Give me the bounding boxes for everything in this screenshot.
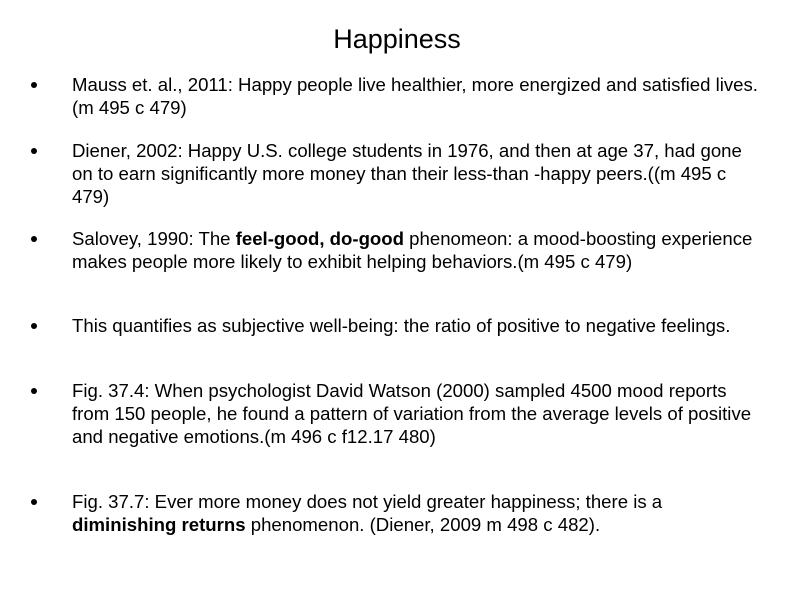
- bullet-text-segment: phenomeon: a mood-boosting experience makes people more likely to exhibit helping behaviors.(m 495 c 479): [72, 228, 753, 272]
- bullet-text: [72, 73, 762, 119]
- bullet-dot-icon: [31, 148, 37, 154]
- bullet-text-emphasis: feel-good, do-good: [235, 228, 405, 249]
- bullet-text: [72, 379, 762, 448]
- bullet-dot-icon: [31, 499, 37, 505]
- bullet-dot-icon: [31, 323, 37, 329]
- bullet-text: [72, 314, 762, 337]
- bullet-dot-icon: [31, 388, 37, 394]
- bullet-text-segment: Fig. 37.7: Ever more money does not yield greater happiness; there is a: [72, 491, 663, 512]
- bullet-text-segment: phenomenon. (Diener, 2009 m 498 c 482).: [245, 514, 601, 535]
- bullet-text: [72, 139, 762, 208]
- bullet-text: [72, 227, 762, 273]
- bullet-text-segment: This quantifies as subjective well-being: the ratio of positive to negative feelings.: [72, 315, 731, 336]
- bullet-text-segment: Salovey, 1990: The: [72, 228, 236, 249]
- bullet-dot-icon: [31, 82, 37, 88]
- bullet-text: [72, 490, 762, 536]
- bullet-dot-icon: [31, 236, 37, 242]
- bullet-text-segment: Mauss et. al., 2011: Happy people live healthier, more energized and satisfied lives. (m 495 c 479): [72, 74, 758, 118]
- bullet-text-emphasis: diminishing returns: [72, 514, 246, 535]
- bullet-text-segment: Fig. 37.4: When psychologist David Watson (2000) sampled 4500 mood reports from 150 people, he found a pattern of variation from the average levels of positive and negative emotions.(m 496 c f12.17 480): [72, 380, 752, 447]
- slide-title: Happiness: [333, 24, 461, 54]
- bullet-text-segment: Diener, 2002: Happy U.S. college students in 1976, and then at age 37, had gone on to earn significantly more money than their less-than -happy peers.((m 495 c 479): [72, 140, 742, 207]
